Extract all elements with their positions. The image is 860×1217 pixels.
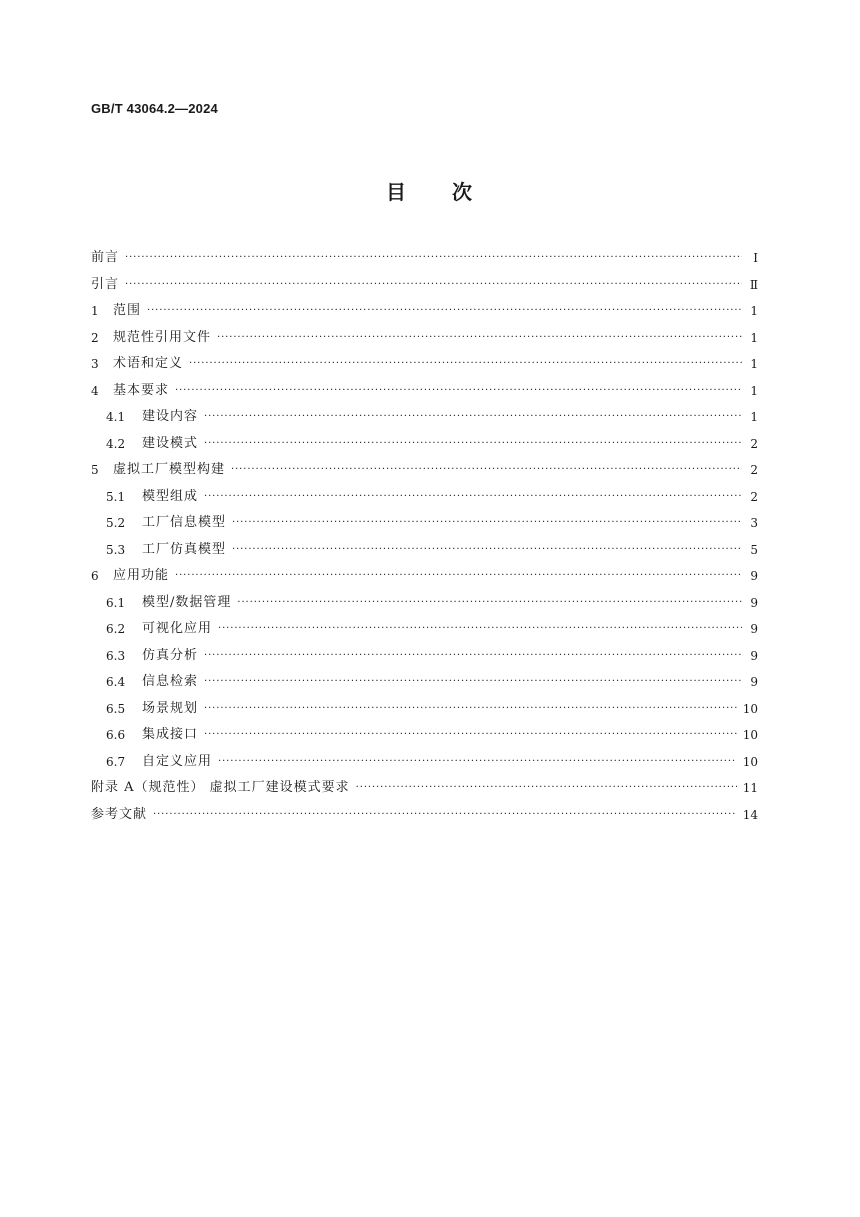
toc-dot-leader <box>356 780 737 796</box>
toc-entry[interactable] <box>91 749 758 776</box>
toc-entry-label: 模型组成 <box>142 488 199 504</box>
toc-entry-page-number: 9 <box>750 595 758 610</box>
toc-dot-leader <box>204 727 737 743</box>
toc-entry[interactable] <box>91 537 758 564</box>
toc-entry-page-number: Ⅱ <box>749 277 758 292</box>
toc-entry[interactable] <box>91 378 758 405</box>
toc-dot-leader <box>175 383 742 399</box>
toc-entry[interactable] <box>91 404 758 431</box>
toc-entry-number: 6.2 <box>106 622 126 637</box>
toc-dot-leader <box>125 277 742 293</box>
toc-dot-leader <box>153 807 737 823</box>
toc-entry[interactable] <box>91 590 758 617</box>
page-title-char-2: 次 <box>452 180 474 204</box>
toc-entry[interactable] <box>91 696 758 723</box>
toc-entry-page-number: 1 <box>750 383 758 398</box>
toc-entry-number: 6.6 <box>106 728 126 743</box>
toc-entry-label: 仿真分析 <box>142 647 199 663</box>
toc-entry-label: 前言 <box>91 250 120 266</box>
toc-entry[interactable] <box>91 616 758 643</box>
toc-dot-leader <box>232 515 742 531</box>
standard-code: GB/T 43064.2—2024 <box>91 101 218 116</box>
toc-entry[interactable] <box>91 802 758 829</box>
toc-entry-number: 3 <box>91 357 99 372</box>
toc-entry-label: 术语和定义 <box>113 356 184 372</box>
toc-entry-label: 建设内容 <box>142 409 199 425</box>
toc-entry-label: 基本要求 <box>113 382 170 398</box>
toc-entry-page-number: 5 <box>750 542 758 557</box>
toc-entry[interactable] <box>91 722 758 749</box>
toc-entry-number: 5 <box>91 463 99 478</box>
toc-entry-page-number: 10 <box>742 701 758 716</box>
toc-entry-label: 附录 A（规范性） 虚拟工厂建设模式要求 <box>91 780 350 796</box>
toc-entry-page-number: 1 <box>750 330 758 345</box>
toc-entry-page-number: 3 <box>750 516 758 531</box>
toc-dot-leader <box>147 303 742 319</box>
toc-entry[interactable] <box>91 431 758 458</box>
toc-entry-page-number: 1 <box>750 357 758 372</box>
toc-entry-number: 4 <box>91 383 99 398</box>
toc-entry[interactable] <box>91 245 758 272</box>
toc-dot-leader <box>237 595 742 611</box>
toc-entry-label: 信息检索 <box>142 674 199 690</box>
toc-entry-label: 引言 <box>91 276 120 292</box>
toc-entry[interactable] <box>91 272 758 299</box>
toc-entry-label: 自定义应用 <box>142 753 213 769</box>
toc-entry[interactable] <box>91 510 758 537</box>
toc-entry-page-number: 2 <box>750 436 758 451</box>
toc-entry-label: 范围 <box>113 303 142 319</box>
toc-entry[interactable] <box>91 669 758 696</box>
toc-entry[interactable] <box>91 351 758 378</box>
toc-entry-number: 6.3 <box>106 648 126 663</box>
toc-entry[interactable] <box>91 457 758 484</box>
toc-entry-page-number: 1 <box>750 304 758 319</box>
toc-entry-page-number: 1 <box>750 410 758 425</box>
toc-dot-leader <box>204 409 742 425</box>
toc-entry-page-number: 10 <box>742 754 758 769</box>
toc-entry-page-number: 9 <box>750 648 758 663</box>
toc-entry-page-number: 9 <box>750 569 758 584</box>
toc-entry-number: 1 <box>91 304 99 319</box>
toc-entry-label: 虚拟工厂模型构建 <box>113 462 226 478</box>
toc-entry-page-number: 2 <box>750 489 758 504</box>
page-title-char-1: 目 <box>386 180 408 204</box>
toc-dot-leader <box>204 436 742 452</box>
toc-dot-leader <box>189 356 742 372</box>
toc-entry-number: 6.5 <box>106 701 126 716</box>
toc-dot-leader <box>175 568 742 584</box>
toc-entry[interactable] <box>91 298 758 325</box>
toc-entry-number: 6.4 <box>106 675 126 690</box>
toc-entry-label: 可视化应用 <box>142 621 213 637</box>
toc-entry-label: 工厂信息模型 <box>142 515 227 531</box>
toc-dot-leader <box>204 648 742 664</box>
toc-entry-label: 模型/数据管理 <box>142 594 232 610</box>
toc-entry-label: 集成接口 <box>142 727 199 743</box>
page-title <box>0 176 860 205</box>
toc-entry-number: 5.3 <box>106 542 126 557</box>
toc-entry-number: 6.7 <box>106 754 126 769</box>
toc-entry-number: 5.2 <box>106 516 126 531</box>
toc-dot-leader <box>204 674 742 690</box>
toc-entry[interactable] <box>91 325 758 352</box>
toc-entry-page-number: 11 <box>742 781 758 796</box>
toc-entry-number: 4.2 <box>106 436 126 451</box>
toc-entry-number: 2 <box>91 330 99 345</box>
toc-entry-label: 规范性引用文件 <box>113 329 212 345</box>
toc-entry-label: 工厂仿真模型 <box>142 541 227 557</box>
toc-entry[interactable] <box>91 563 758 590</box>
toc-dot-leader <box>231 462 742 478</box>
toc-entry-page-number: 2 <box>750 463 758 478</box>
toc-entry-page-number: 14 <box>742 807 758 822</box>
toc-entry-number: 6 <box>91 569 99 584</box>
toc-entry-page-number: 9 <box>750 622 758 637</box>
toc-entry-label: 应用功能 <box>113 568 170 584</box>
toc-entry-number: 4.1 <box>106 410 126 425</box>
table-of-contents <box>91 245 758 828</box>
toc-entry-label: 建设模式 <box>142 435 199 451</box>
toc-entry-label: 场景规划 <box>142 700 199 716</box>
toc-entry-number: 6.1 <box>106 595 126 610</box>
toc-entry-label: 参考文献 <box>91 806 148 822</box>
toc-dot-leader <box>232 542 742 558</box>
toc-dot-leader <box>204 701 737 717</box>
toc-entry[interactable] <box>91 775 758 802</box>
toc-entry[interactable] <box>91 643 758 670</box>
toc-entry-page-number: 9 <box>750 675 758 690</box>
toc-dot-leader <box>204 489 742 505</box>
toc-dot-leader <box>125 250 742 266</box>
toc-dot-leader <box>217 330 742 346</box>
toc-dot-leader <box>218 621 742 637</box>
toc-entry-number: 5.1 <box>106 489 126 504</box>
toc-entry-page-number: 10 <box>742 728 758 743</box>
toc-entry[interactable] <box>91 484 758 511</box>
toc-entry-page-number: Ⅰ <box>753 251 758 266</box>
toc-dot-leader <box>218 754 737 770</box>
